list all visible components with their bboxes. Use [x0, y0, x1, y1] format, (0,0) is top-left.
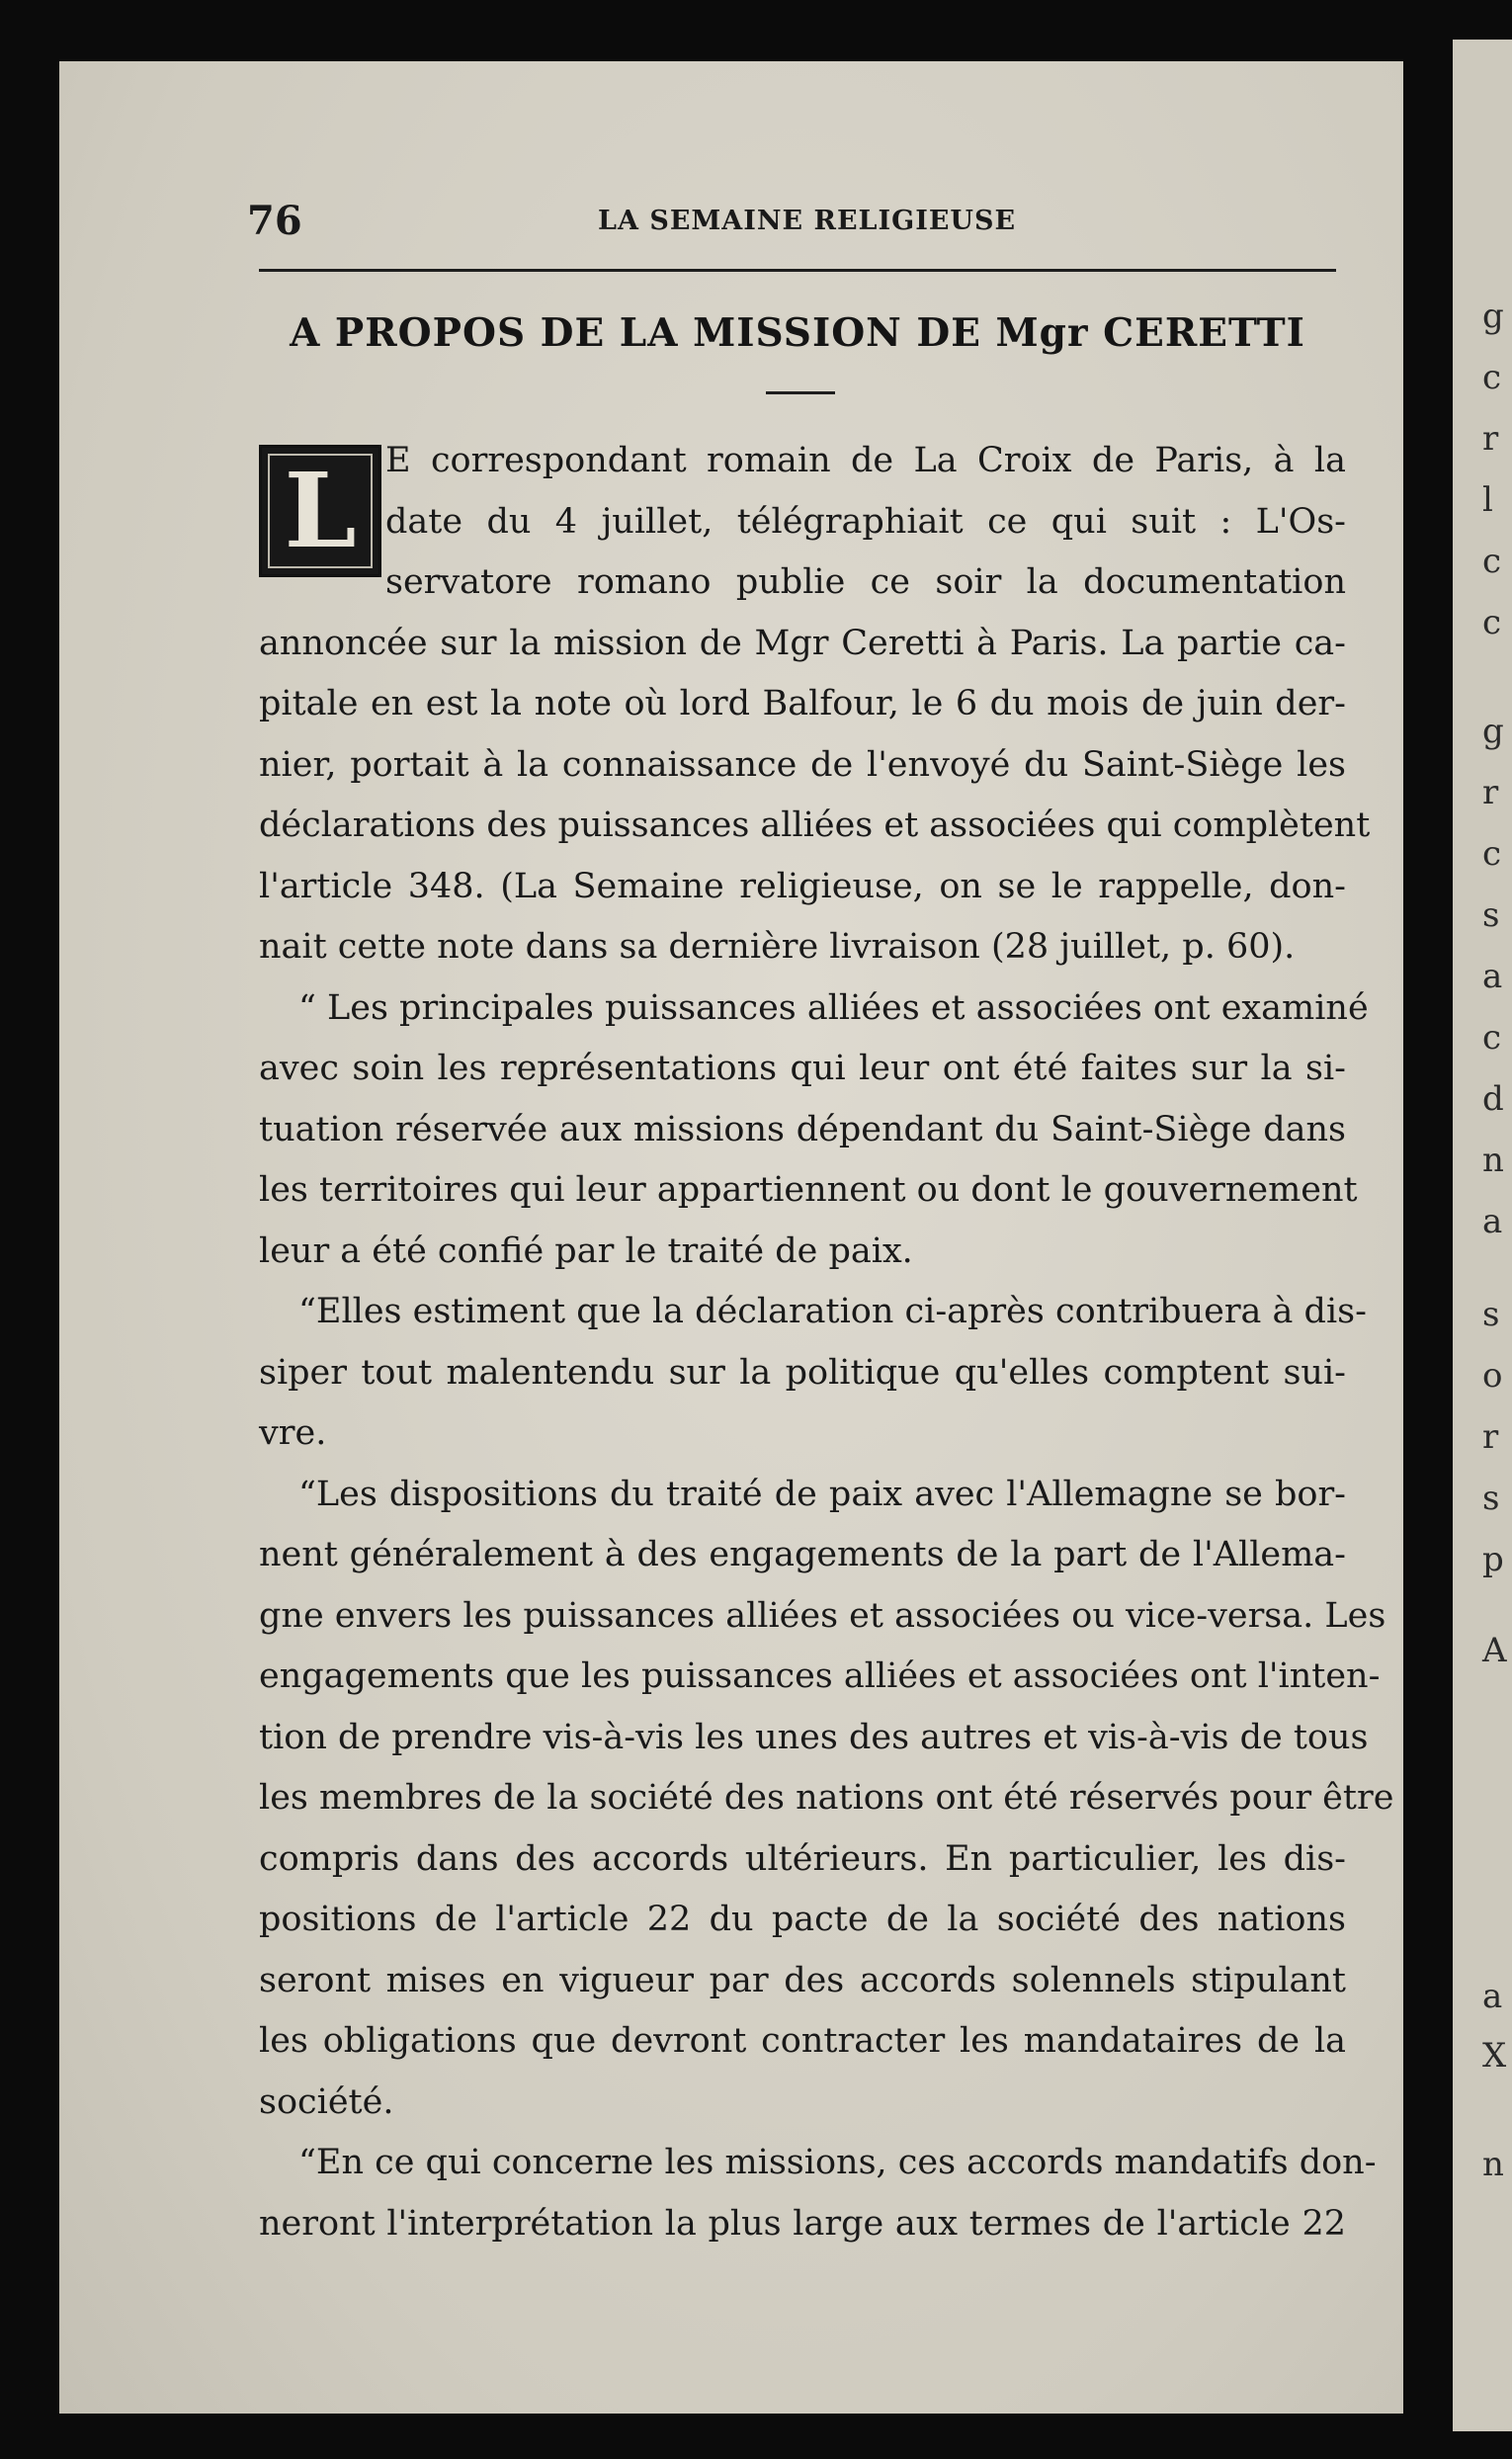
- text-line: les membres de la société des nations ont été réservés pour être: [259, 1778, 1394, 1818]
- text-line: date du 4 juillet, télégraphiait ce qui suit : L'Os-: [385, 501, 1346, 542]
- text-line: compris dans des accords ultérieurs. En particulier, les dis-: [259, 1838, 1346, 1879]
- edge-letter: a: [1482, 957, 1503, 996]
- edge-letter: n: [1482, 1141, 1504, 1180]
- text-line: gne envers les puissances alliées et associées ou vice-versa. Les: [259, 1595, 1386, 1636]
- edge-letter: c: [1482, 1018, 1502, 1058]
- edge-letter: s: [1482, 1479, 1500, 1518]
- text-line: servatore romano publie ce soir la documentation: [385, 562, 1346, 602]
- decorated-initial: L: [259, 445, 381, 577]
- page-number: 76: [247, 198, 302, 244]
- text-line: nent généralement à des engagements de la part de l'Allema-: [259, 1535, 1346, 1574]
- edge-letter: c: [1482, 834, 1502, 874]
- text-line: annoncée sur la mission de Mgr Ceretti à Paris. La partie ca-: [259, 623, 1346, 663]
- text-line: leur a été confié par le traité de paix.: [259, 1230, 913, 1271]
- text-line: “ Les principales puissances alliées et associées ont examiné: [298, 987, 1369, 1028]
- edge-letter: n: [1482, 2145, 1504, 2184]
- edge-letter: g: [1482, 712, 1504, 751]
- text-line: les territoires qui leur appartiennent ou dont le gouvernement: [259, 1170, 1358, 1210]
- edge-letter: A: [1482, 1631, 1507, 1670]
- article-title: A PROPOS DE LA MISSION DE Mgr CERETTI: [290, 310, 1305, 356]
- text-line: seront mises en vigueur par des accords solennels stipulant: [259, 1960, 1346, 2000]
- text-line: l'article 348. (La Semaine religieuse, on se le rappelle, don-: [259, 866, 1346, 906]
- header-rule: [259, 269, 1336, 272]
- edge-letter: r: [1482, 1417, 1499, 1457]
- running-title: LA SEMAINE RELIGIEUSE: [598, 206, 1017, 236]
- edge-letter: s: [1482, 895, 1500, 935]
- edge-letter: p: [1482, 1540, 1504, 1579]
- text-line: neront l'interprétation la plus large aux termes de l'article 22: [259, 2203, 1346, 2244]
- edge-letter: g: [1482, 297, 1504, 336]
- edge-letter: r: [1482, 773, 1499, 812]
- text-line: vre.: [259, 1413, 327, 1453]
- title-separator: [766, 391, 835, 394]
- edge-letter: d: [1482, 1079, 1504, 1119]
- running-header: [193, 198, 1344, 257]
- text-line: avec soin les représentations qui leur ont été faites sur la si-: [259, 1049, 1346, 1088]
- text-line: les obligations que devront contracter les mandataires de la: [259, 2021, 1346, 2061]
- edge-letter: a: [1482, 1202, 1503, 1241]
- text-line: nier, portait à la connaissance de l'envoyé du Saint-Siège les: [259, 744, 1346, 785]
- edge-letter: l: [1482, 480, 1493, 520]
- text-line: engagements que les puissances alliées et associées ont l'inten-: [259, 1656, 1381, 1696]
- text-line: positions de l'article 22 du pacte de la société des nations: [259, 1900, 1346, 1939]
- text-line: pitale en est la note où lord Balfour, le 6 du mois de juin der-: [259, 684, 1346, 723]
- edge-letter: s: [1482, 1295, 1500, 1334]
- text-line: déclarations des puissances alliées et associées qui complètent: [259, 806, 1371, 845]
- edge-letter: o: [1482, 1356, 1503, 1396]
- text-line: “Elles estiment que la déclaration ci-après contribuera à dis-: [298, 1292, 1367, 1331]
- text-line: tion de prendre vis-à-vis les unes des autres et vis-à-vis de tous: [259, 1717, 1369, 1757]
- text-line: nait cette note dans sa dernière livraison (28 juillet, p. 60).: [259, 927, 1296, 967]
- edge-letter: c: [1482, 603, 1502, 642]
- edge-letter: c: [1482, 542, 1502, 581]
- edge-letter: r: [1482, 419, 1499, 459]
- edge-letter: X: [1482, 2036, 1507, 2076]
- text-line: E correspondant romain de La Croix de Paris, à la: [385, 441, 1346, 480]
- edge-letter: a: [1482, 1977, 1503, 2016]
- text-line: “Les dispositions du traité de paix avec l'Allemagne se bor-: [298, 1474, 1346, 1514]
- edge-letter: c: [1482, 358, 1502, 397]
- text-line: “En ce qui concerne les missions, ces accords mandatifs don-: [298, 2143, 1377, 2182]
- article-body: [259, 431, 1394, 2254]
- text-line: siper tout malentendu sur la politique qu'elles comptent sui-: [259, 1352, 1346, 1393]
- text-line: société.: [259, 2081, 394, 2122]
- text-line: tuation réservée aux missions dépendant du Saint-Siège dans: [259, 1109, 1346, 1149]
